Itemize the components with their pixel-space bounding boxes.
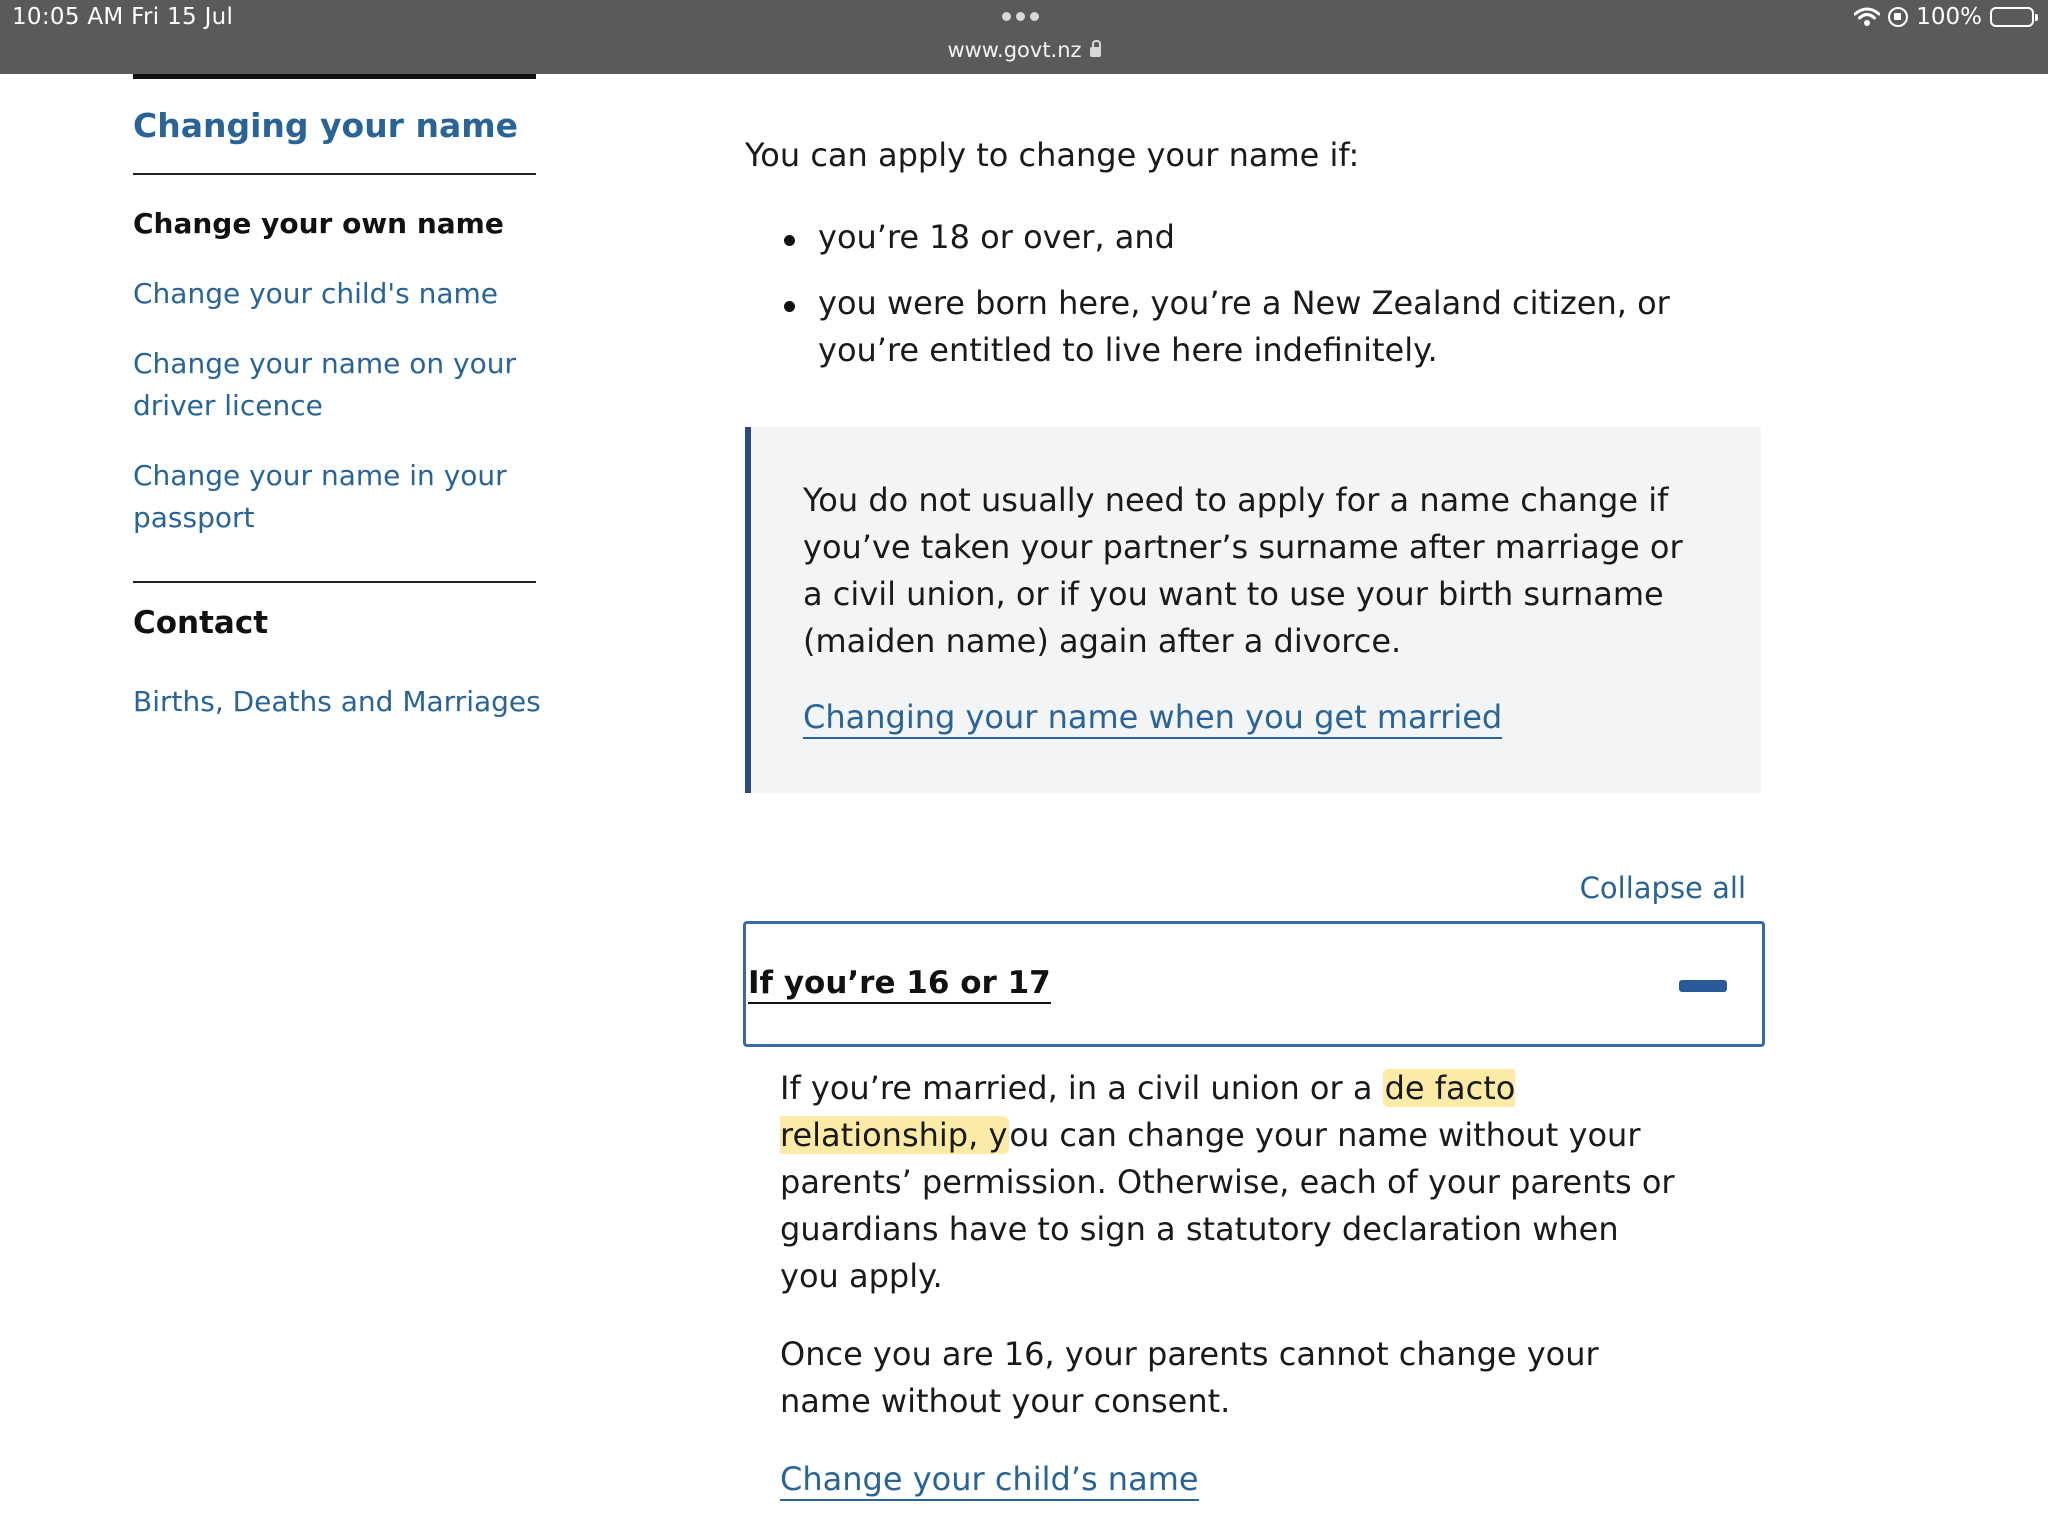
wifi-icon — [1854, 7, 1880, 27]
collapse-minus-icon[interactable] — [1679, 980, 1727, 992]
accordion-title: If you’re 16 or 17 — [748, 964, 1051, 1004]
child-name-link[interactable]: Change your child’s name — [780, 1459, 1199, 1501]
sidebar-link-passport[interactable]: Change your name in your passport — [133, 459, 507, 534]
eligibility-intro: You can apply to change your name if: — [745, 136, 1360, 174]
accordion-paragraph — [780, 1065, 1680, 1300]
sidebar-title[interactable]: Changing your name — [133, 106, 518, 145]
status-bar — [0, 0, 2048, 74]
sidebar-link-driver-licence[interactable]: Change your name on your driver licence — [133, 347, 517, 422]
sidebar-top-rule — [133, 74, 536, 79]
paragraph-text: ou can change your name without your parents’ permission. Otherwise, each of your parents or guardians have to sign a statutory declaration when you apply. — [780, 1116, 1675, 1295]
highlighted-text: de facto relationship, y — [780, 1069, 1516, 1154]
sidebar-divider — [133, 173, 536, 175]
status-time-date: 10:05 AM Fri 15 Jul — [12, 4, 234, 30]
address-bar[interactable] — [0, 38, 2048, 62]
battery-icon — [1990, 7, 2034, 27]
accordion-header-16-17[interactable] — [743, 921, 1765, 1047]
orientation-lock-icon — [1888, 7, 1908, 27]
list-item: you’re 18 or over, and — [745, 214, 1745, 261]
info-callout — [745, 427, 1761, 793]
more-dots-icon[interactable] — [1002, 12, 1039, 21]
battery-percent: 100% — [1916, 4, 1982, 30]
sidebar-divider — [133, 581, 536, 583]
url-text: www.govt.nz — [947, 38, 1082, 62]
accordion-content — [780, 1065, 1680, 1503]
list-item: you were born here, you’re a New Zealand citizen, or you’re entitled to live here indefinitely. — [745, 280, 1745, 374]
status-indicators — [1854, 4, 2034, 30]
contact-heading: Contact — [133, 605, 269, 641]
callout-text: You do not usually need to apply for a name change if you’ve taken your partner’s surname after marriage or a civil union, or if you want to use your birth surname (maiden name) again after a divorce. — [803, 481, 1683, 660]
sidebar-link-child-name[interactable]: Change your child's name — [133, 277, 499, 310]
sidebar-item-current: Change your own name — [133, 207, 504, 240]
lock-icon — [1090, 47, 1101, 57]
accordion-paragraph: Once you are 16, your parents cannot change your name without your consent. — [780, 1335, 1599, 1420]
eligibility-list — [745, 214, 1745, 393]
collapse-all-button[interactable]: Collapse all — [1579, 871, 1746, 905]
contact-link-bdm[interactable]: Births, Deaths and Marriages — [133, 685, 541, 718]
married-name-link[interactable]: Changing your name when you get married — [803, 697, 1502, 739]
paragraph-text: If you’re married, in a civil union or a — [780, 1069, 1383, 1107]
